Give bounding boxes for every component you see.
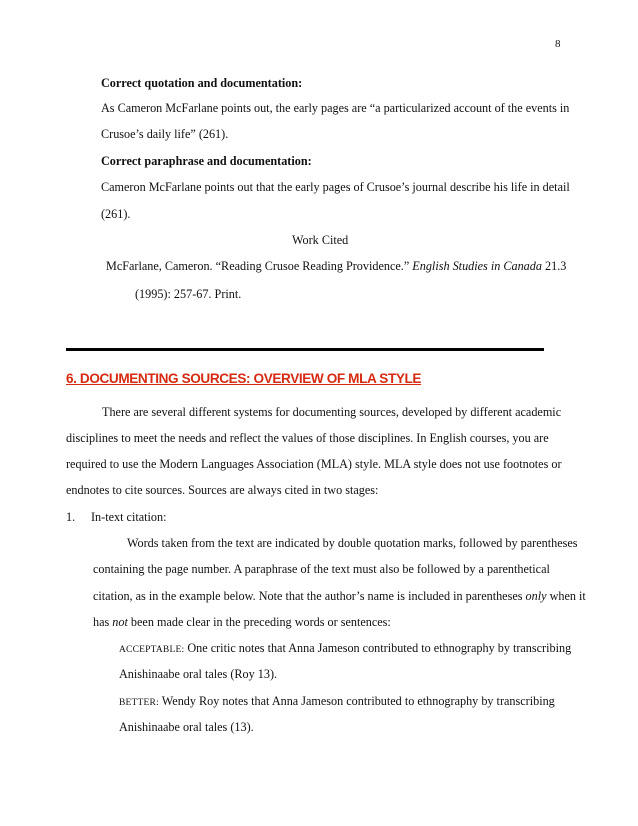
body-line-emphasis: only: [525, 589, 547, 603]
works-cited-title: Work Cited: [292, 233, 349, 247]
paraphrase-example-line: (261).: [101, 207, 131, 221]
list-number: 1.: [66, 510, 76, 524]
intro-paragraph-line: endnotes to cite sources. Sources are always cited in two stages:: [66, 483, 379, 497]
intro-paragraph-line: There are several different systems for documenting sources, developed by different academic: [102, 405, 562, 419]
body-line-text-end: when it: [546, 589, 586, 603]
acceptable-example-line2: Anishinaabe oral tales (Roy 13).: [119, 667, 278, 681]
body-line: containing the page number. A paraphrase of the text must also be followed by a parenthetical: [93, 562, 550, 576]
quotation-example-line: As Cameron McFarlane points out, the early pages are “a particularized account of the events in: [101, 101, 570, 115]
works-cited-entry-line2: (1995): 257-67. Print.: [135, 287, 242, 301]
works-cited-volume: 21.3: [541, 259, 567, 273]
intro-paragraph-line: required to use the Modern Languages Association (MLA) style. MLA style does not use footnotes or: [66, 457, 562, 471]
body-line: Words taken from the text are indicated by double quotation marks, followed by parentheses: [127, 536, 578, 550]
better-label: BETTER:: [119, 698, 159, 708]
acceptable-label: ACCEPTABLE:: [119, 645, 185, 655]
section-heading: 6. DOCUMENTING SOURCES: OVERVIEW OF MLA STYLE: [66, 371, 422, 386]
works-cited-journal: English Studies in Canada: [412, 259, 542, 273]
acceptable-example: [119, 641, 571, 656]
body-line-text: has: [93, 615, 113, 629]
paraphrase-example-line: Cameron McFarlane points out that the early pages of Crusoe’s journal describe his life in detail: [101, 180, 570, 194]
intro-paragraph-line: disciplines to meet the needs and reflect the values of those disciplines. In English courses, you are: [66, 431, 549, 445]
list-item: In-text citation:: [91, 510, 167, 524]
body-line: [93, 615, 391, 630]
page-number: 8: [555, 38, 561, 50]
better-example-line2: Anishinaabe oral tales (13).: [119, 720, 254, 734]
section-divider: [66, 348, 544, 351]
works-cited-entry: [106, 259, 566, 274]
body-line-text-end: been made clear in the preceding words or sentences:: [127, 615, 391, 629]
works-cited-author-title: McFarlane, Cameron. “Reading Crusoe Reading Providence.”: [106, 259, 410, 273]
body-line-text: citation, as in the example below. Note that the author’s name is included in parentheses: [93, 589, 523, 603]
acceptable-text: One critic notes that Anna Jameson contributed to ethnography by transcribing: [184, 641, 572, 655]
body-line: [93, 589, 586, 604]
better-text: Wendy Roy notes that Anna Jameson contributed to ethnography by transcribing: [158, 694, 555, 708]
quotation-example-heading: Correct quotation and documentation:: [101, 76, 303, 90]
quotation-example-line: Crusoe’s daily life” (261).: [101, 127, 229, 141]
body-line-emphasis: not: [112, 615, 128, 629]
better-example: [119, 694, 555, 709]
paraphrase-example-heading: Correct paraphrase and documentation:: [101, 154, 312, 168]
